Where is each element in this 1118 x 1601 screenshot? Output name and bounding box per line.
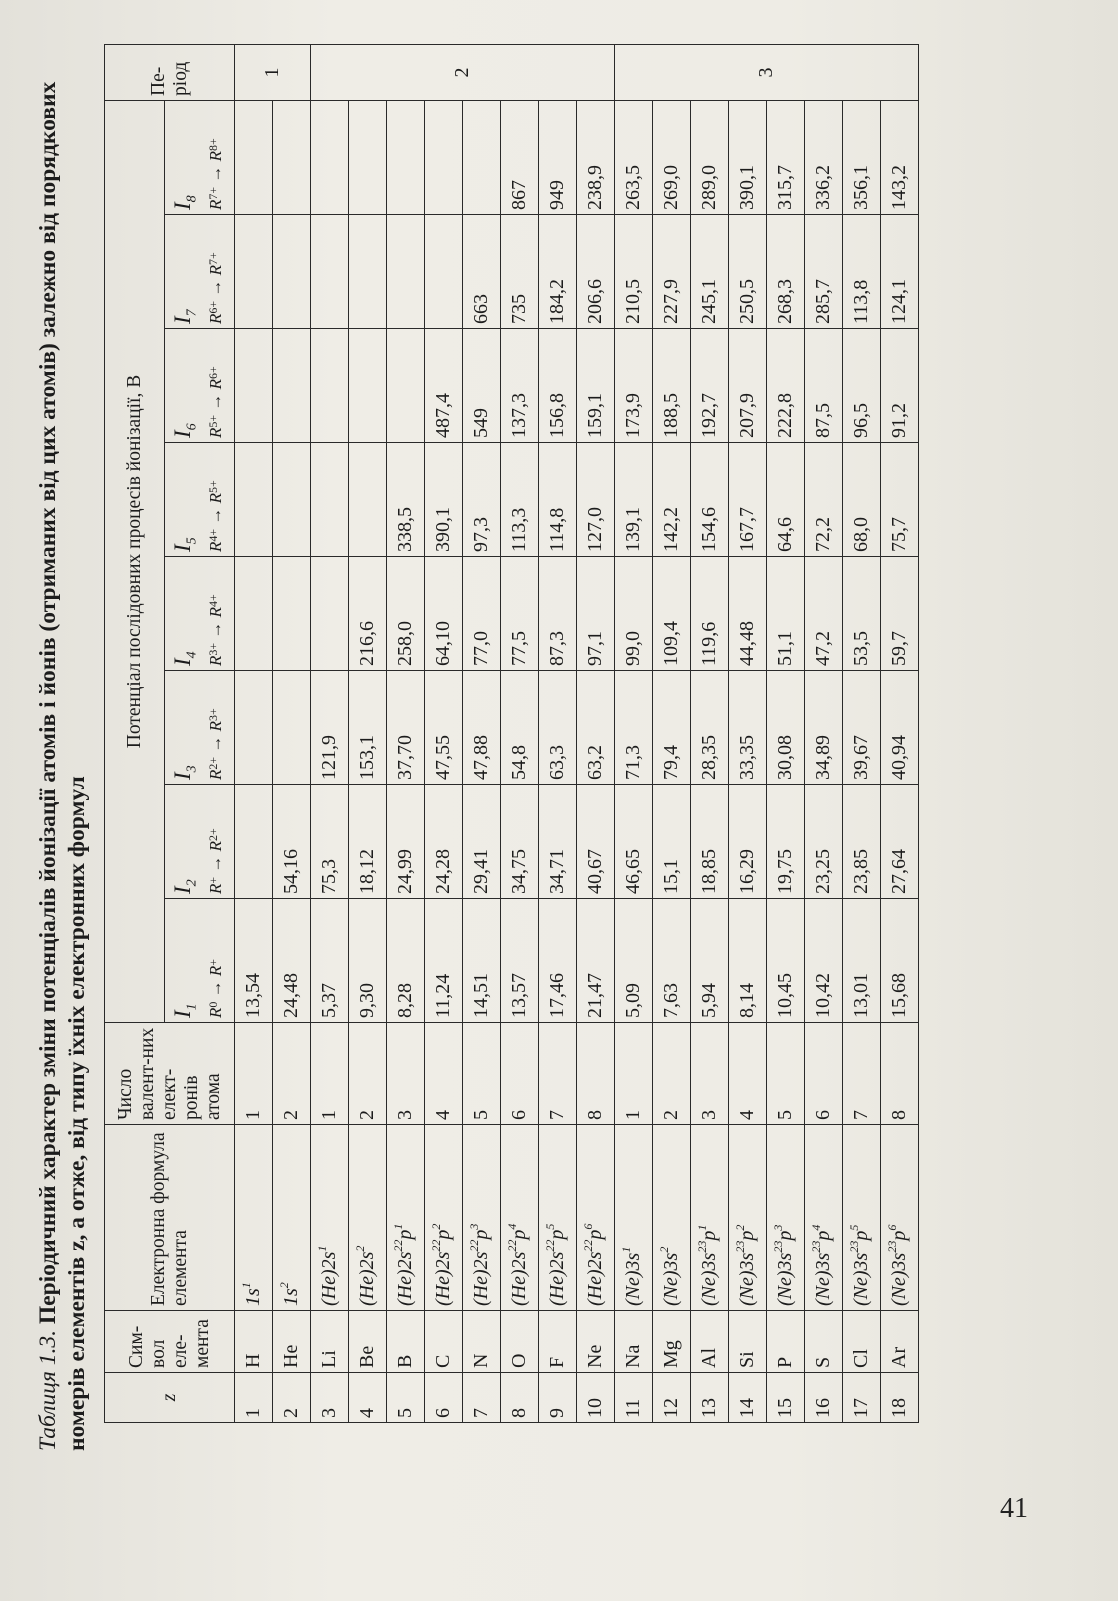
cell-z: 8 (501, 1373, 539, 1423)
formula-core: (He) (432, 1269, 454, 1306)
formula-core: (He) (394, 1269, 416, 1306)
cell-i2: 18,12 (349, 785, 387, 899)
cell-i4: 59,7 (881, 557, 919, 671)
cell-formula (273, 1125, 311, 1311)
cell-i2: 40,67 (577, 785, 615, 899)
table-row (387, 44, 425, 1422)
header-formula: Електронна формула елемента (105, 1125, 235, 1311)
table-row (691, 44, 729, 1422)
table-row (577, 44, 615, 1422)
cell-symbol: P (767, 1311, 805, 1373)
cell-z: 1 (235, 1373, 273, 1423)
cell-i6: 91,2 (881, 329, 919, 443)
formula-config: $3s^1$ (619, 1246, 644, 1271)
formula-config: $3s^{23}p^6$ (885, 1224, 910, 1271)
cell-valence: 3 (387, 1023, 425, 1125)
cell-i7: 210,5 (615, 215, 653, 329)
cell-i6: 87,5 (805, 329, 843, 443)
cell-i7: 124,1 (881, 215, 919, 329)
cell-valence: 7 (843, 1023, 881, 1125)
formula-core: (Ne) (736, 1270, 758, 1306)
cell-i8: 269,0 (653, 100, 691, 214)
formula-core: (He) (584, 1269, 606, 1306)
cell-i1: 17,46 (539, 899, 577, 1023)
cell-i4 (273, 557, 311, 671)
cell-i3: 54,8 (501, 671, 539, 785)
cell-symbol: Ar (881, 1311, 919, 1373)
cell-i2: 34,71 (539, 785, 577, 899)
cell-i4: 53,5 (843, 557, 881, 671)
cell-valence: 8 (577, 1023, 615, 1125)
cell-i8: 867 (501, 100, 539, 214)
cell-i4: 97,1 (577, 557, 615, 671)
cell-i7: 663 (463, 215, 501, 329)
cell-i6 (349, 329, 387, 443)
cell-i3: 47,55 (425, 671, 463, 785)
cell-i4 (311, 557, 349, 671)
cell-i6: 173,9 (615, 329, 653, 443)
cell-i4: 119,6 (691, 557, 729, 671)
formula-config: $3s^{23}p^1$ (695, 1224, 720, 1271)
formula-core: (Ne) (888, 1270, 910, 1306)
header-i8: $I_8$ $R^{7+} \to R^{8+}$ (165, 100, 235, 214)
cell-i7 (387, 215, 425, 329)
cell-i3 (235, 671, 273, 785)
cell-i5: 75,7 (881, 443, 919, 557)
header-potential-group: Потенціал послідовних процесів йонізації, В (105, 100, 165, 1022)
cell-i2: 46,65 (615, 785, 653, 899)
table-caption (34, 61, 92, 1451)
cell-valence: 1 (235, 1023, 273, 1125)
cell-i3: 28,35 (691, 671, 729, 785)
cell-i8: 143,2 (881, 100, 919, 214)
cell-i8 (425, 100, 463, 214)
cell-i5: 72,2 (805, 443, 843, 557)
cell-i7: 113,8 (843, 215, 881, 329)
cell-symbol: Mg (653, 1311, 691, 1373)
cell-i2: 29,41 (463, 785, 501, 899)
cell-i5: 127,0 (577, 443, 615, 557)
cell-i4: 216,6 (349, 557, 387, 671)
formula-core: (He) (470, 1269, 492, 1306)
cell-valence: 1 (615, 1023, 653, 1125)
formula-core: (Ne) (850, 1270, 872, 1306)
cell-valence: 1 (311, 1023, 349, 1125)
formula-config: $2s^{22}p^5$ (543, 1223, 568, 1270)
cell-i1: 8,14 (729, 899, 767, 1023)
cell-i7: 227,9 (653, 215, 691, 329)
cell-valence: 3 (691, 1023, 729, 1125)
cell-symbol: Al (691, 1311, 729, 1373)
cell-i1: 5,09 (615, 899, 653, 1023)
caption-text: Періодичний характер зміни потенціалів йонізації атомів і йонів (отриманих від цих атомів) залежно від порядкових номерів елементів z, а отже, від типу їхніх електронних формул (35, 81, 90, 1451)
cell-formula (349, 1125, 387, 1311)
cell-formula (615, 1125, 653, 1311)
cell-z: 2 (273, 1373, 311, 1423)
cell-i3: 47,88 (463, 671, 501, 785)
cell-i3: 121,9 (311, 671, 349, 785)
table-row (615, 44, 653, 1422)
cell-i1: 9,30 (349, 899, 387, 1023)
cell-z: 14 (729, 1373, 767, 1423)
cell-formula (729, 1125, 767, 1311)
table-row (805, 44, 843, 1422)
cell-symbol: Si (729, 1311, 767, 1373)
cell-symbol: Li (311, 1311, 349, 1373)
cell-z: 18 (881, 1373, 919, 1423)
cell-i7: 245,1 (691, 215, 729, 329)
cell-z: 13 (691, 1373, 729, 1423)
cell-formula (387, 1125, 425, 1311)
header-i5: $I_5$ $R^{4+} \to R^{5+}$ (165, 443, 235, 557)
cell-i8: 356,1 (843, 100, 881, 214)
cell-z: 16 (805, 1373, 843, 1423)
formula-config: $2s^{22}p^1$ (391, 1223, 416, 1270)
cell-i8: 315,7 (767, 100, 805, 214)
table-row (767, 44, 805, 1422)
cell-symbol: S (805, 1311, 843, 1373)
cell-i7 (349, 215, 387, 329)
formula-config: $1s^1$ (239, 1282, 264, 1306)
cell-formula (539, 1125, 577, 1311)
table-row (273, 44, 311, 1422)
cell-i1: 21,47 (577, 899, 615, 1023)
formula-core: (He) (546, 1269, 568, 1306)
page-number: 41 (1000, 1493, 1028, 1524)
cell-i5: 338,5 (387, 443, 425, 557)
formula-config: $2s^{22}p^6$ (581, 1223, 606, 1270)
table-row (463, 44, 501, 1422)
cell-i5: 167,7 (729, 443, 767, 557)
cell-symbol: Cl (843, 1311, 881, 1373)
cell-formula (577, 1125, 615, 1311)
cell-i7 (311, 215, 349, 329)
cell-i5: 154,6 (691, 443, 729, 557)
cell-i5 (235, 443, 273, 557)
cell-i8: 289,0 (691, 100, 729, 214)
cell-symbol: He (273, 1311, 311, 1373)
cell-z: 17 (843, 1373, 881, 1423)
cell-z: 9 (539, 1373, 577, 1423)
cell-period: 1 (235, 44, 311, 100)
cell-z: 15 (767, 1373, 805, 1423)
formula-config: $2s^{22}p^3$ (467, 1223, 492, 1270)
cell-formula (235, 1125, 273, 1311)
cell-symbol: H (235, 1311, 273, 1373)
cell-i3: 63,2 (577, 671, 615, 785)
formula-config: $2s^{22}p^2$ (429, 1223, 454, 1270)
cell-i4: 258,0 (387, 557, 425, 671)
cell-valence: 2 (349, 1023, 387, 1125)
header-valence: Число валент-них елект-ронів атома (105, 1023, 235, 1125)
formula-core: (Ne) (660, 1270, 682, 1306)
cell-i1: 7,63 (653, 899, 691, 1023)
cell-i3: 63,3 (539, 671, 577, 785)
cell-i8 (235, 100, 273, 214)
cell-i1: 14,51 (463, 899, 501, 1023)
header-z: z (105, 1373, 235, 1423)
cell-i1: 24,48 (273, 899, 311, 1023)
cell-i8 (387, 100, 425, 214)
cell-i5: 64,6 (767, 443, 805, 557)
cell-i4: 77,0 (463, 557, 501, 671)
cell-i4: 99,0 (615, 557, 653, 671)
cell-i5: 113,3 (501, 443, 539, 557)
cell-i7 (273, 215, 311, 329)
cell-z: 11 (615, 1373, 653, 1423)
cell-z: 5 (387, 1373, 425, 1423)
cell-i1: 11,24 (425, 899, 463, 1023)
cell-i5: 97,3 (463, 443, 501, 557)
cell-i1: 13,57 (501, 899, 539, 1023)
cell-symbol: B (387, 1311, 425, 1373)
cell-valence: 5 (463, 1023, 501, 1125)
cell-period: 3 (615, 44, 919, 100)
cell-valence: 2 (273, 1023, 311, 1125)
header-i1: $I_1$ $R^0 \to R^+$ (165, 899, 235, 1023)
cell-i6: 137,3 (501, 329, 539, 443)
cell-i5 (311, 443, 349, 557)
cell-formula (767, 1125, 805, 1311)
cell-i6: 487,4 (425, 329, 463, 443)
header-i4: $I_4$ $R^{3+} \to R^{4+}$ (165, 557, 235, 671)
cell-i6 (235, 329, 273, 443)
cell-i1: 10,45 (767, 899, 805, 1023)
cell-i2: 75,3 (311, 785, 349, 899)
cell-i6: 96,5 (843, 329, 881, 443)
cell-i5 (349, 443, 387, 557)
formula-core: (He) (508, 1269, 530, 1306)
table-row (235, 44, 273, 1422)
cell-i3: 79,4 (653, 671, 691, 785)
cell-i2: 19,75 (767, 785, 805, 899)
cell-i1: 15,68 (881, 899, 919, 1023)
table-row (501, 44, 539, 1422)
cell-i2: 18,85 (691, 785, 729, 899)
cell-valence: 5 (767, 1023, 805, 1125)
cell-i8 (349, 100, 387, 214)
cell-valence: 4 (425, 1023, 463, 1125)
header-i7: $I_7$ $R^{6+} \to R^{7+}$ (165, 215, 235, 329)
cell-symbol: O (501, 1311, 539, 1373)
cell-i2: 27,64 (881, 785, 919, 899)
cell-i6 (273, 329, 311, 443)
cell-i7 (425, 215, 463, 329)
cell-i2: 24,99 (387, 785, 425, 899)
cell-i2: 16,29 (729, 785, 767, 899)
cell-i4: 44,48 (729, 557, 767, 671)
cell-i8 (311, 100, 349, 214)
cell-i4: 51,1 (767, 557, 805, 671)
table-body (235, 44, 919, 1422)
caption-label: Таблиця 1.3. (35, 1330, 61, 1451)
cell-valence: 6 (501, 1023, 539, 1125)
cell-i2: 15,1 (653, 785, 691, 899)
formula-config: $1s^2$ (277, 1282, 302, 1306)
formula-config: $3s^{23}p^3$ (771, 1224, 796, 1271)
cell-z: 7 (463, 1373, 501, 1423)
cell-i1: 10,42 (805, 899, 843, 1023)
cell-z: 10 (577, 1373, 615, 1423)
cell-i5 (273, 443, 311, 557)
cell-symbol: Na (615, 1311, 653, 1373)
cell-i3: 37,70 (387, 671, 425, 785)
cell-i3: 39,67 (843, 671, 881, 785)
cell-symbol: F (539, 1311, 577, 1373)
cell-valence: 7 (539, 1023, 577, 1125)
formula-config: $2s^2$ (353, 1245, 378, 1270)
cell-i2 (235, 785, 273, 899)
cell-formula (653, 1125, 691, 1311)
table-row (311, 44, 349, 1422)
cell-valence: 8 (881, 1023, 919, 1125)
cell-i3: 34,89 (805, 671, 843, 785)
table-row (843, 44, 881, 1422)
cell-i2: 23,25 (805, 785, 843, 899)
table-row (349, 44, 387, 1422)
cell-i8: 336,2 (805, 100, 843, 214)
formula-core: (Ne) (774, 1270, 796, 1306)
cell-i8: 238,9 (577, 100, 615, 214)
cell-i6: 207,9 (729, 329, 767, 443)
cell-formula (805, 1125, 843, 1311)
cell-i3: 30,08 (767, 671, 805, 785)
cell-period: 2 (311, 44, 615, 100)
cell-i5: 68,0 (843, 443, 881, 557)
cell-i6 (387, 329, 425, 443)
cell-valence: 4 (729, 1023, 767, 1125)
cell-i1: 13,01 (843, 899, 881, 1023)
header-i2: $I_2$ $R^+ \to R^{2+}$ (165, 785, 235, 899)
cell-i7: 285,7 (805, 215, 843, 329)
cell-i4: 109,4 (653, 557, 691, 671)
cell-i7 (235, 215, 273, 329)
cell-i7: 268,3 (767, 215, 805, 329)
cell-i3: 71,3 (615, 671, 653, 785)
cell-i5: 114,8 (539, 443, 577, 557)
cell-i2: 34,75 (501, 785, 539, 899)
cell-i6: 188,5 (653, 329, 691, 443)
cell-i7: 184,2 (539, 215, 577, 329)
formula-config: $2s^1$ (315, 1245, 340, 1270)
table-row (653, 44, 691, 1422)
cell-i4: 77,5 (501, 557, 539, 671)
cell-formula (843, 1125, 881, 1311)
formula-config: $3s^{23}p^2$ (733, 1224, 758, 1271)
cell-i5: 390,1 (425, 443, 463, 557)
header-symbol: Сим-вол еле-мента (105, 1311, 235, 1373)
cell-z: 4 (349, 1373, 387, 1423)
cell-i1: 13,54 (235, 899, 273, 1023)
cell-i2: 54,16 (273, 785, 311, 899)
cell-i4: 87,3 (539, 557, 577, 671)
cell-symbol: Be (349, 1311, 387, 1373)
ionization-table (104, 44, 919, 1423)
cell-z: 6 (425, 1373, 463, 1423)
formula-core: (He) (356, 1269, 378, 1306)
cell-i8 (273, 100, 311, 214)
table-row (539, 44, 577, 1422)
cell-i4 (235, 557, 273, 671)
header-i6: $I_6$ $R^{5+} \to R^{6+}$ (165, 329, 235, 443)
formula-core: (Ne) (698, 1270, 720, 1306)
cell-z: 12 (653, 1373, 691, 1423)
table-row (729, 44, 767, 1422)
formula-core: (Ne) (812, 1270, 834, 1306)
formula-core: (He) (318, 1269, 340, 1306)
cell-i3: 153,1 (349, 671, 387, 785)
cell-i5: 142,2 (653, 443, 691, 557)
formula-config: $2s^{22}p^4$ (505, 1223, 530, 1270)
cell-valence: 2 (653, 1023, 691, 1125)
header-i3: $I_3$ $R^{2+} \to R^{3+}$ (165, 671, 235, 785)
cell-i8: 263,5 (615, 100, 653, 214)
cell-symbol: Ne (577, 1311, 615, 1373)
cell-i7: 250,5 (729, 215, 767, 329)
cell-i2: 23,85 (843, 785, 881, 899)
cell-i4: 64,10 (425, 557, 463, 671)
cell-symbol: N (463, 1311, 501, 1373)
cell-i6: 549 (463, 329, 501, 443)
cell-i6: 159,1 (577, 329, 615, 443)
cell-i3 (273, 671, 311, 785)
cell-i8: 390,1 (729, 100, 767, 214)
formula-config: $3s^{23}p^4$ (809, 1224, 834, 1271)
table-row (425, 44, 463, 1422)
cell-formula (881, 1125, 919, 1311)
cell-i7: 206,6 (577, 215, 615, 329)
cell-formula (463, 1125, 501, 1311)
cell-i2: 24,28 (425, 785, 463, 899)
cell-i4: 47,2 (805, 557, 843, 671)
cell-i8: 949 (539, 100, 577, 214)
cell-z: 3 (311, 1373, 349, 1423)
formula-config: $3s^2$ (657, 1246, 682, 1271)
cell-i7: 735 (501, 215, 539, 329)
header-period: Пе-ріод (105, 44, 235, 100)
cell-i3: 40,94 (881, 671, 919, 785)
table-row (881, 44, 919, 1422)
cell-i1: 5,94 (691, 899, 729, 1023)
formula-config: $3s^{23}p^5$ (847, 1224, 872, 1271)
cell-formula (691, 1125, 729, 1311)
cell-valence: 6 (805, 1023, 843, 1125)
cell-i6: 222,8 (767, 329, 805, 443)
cell-formula (311, 1125, 349, 1311)
cell-i8 (463, 100, 501, 214)
cell-i6: 156,8 (539, 329, 577, 443)
cell-i6: 192,7 (691, 329, 729, 443)
cell-i1: 5,37 (311, 899, 349, 1023)
cell-formula (501, 1125, 539, 1311)
cell-i1: 8,28 (387, 899, 425, 1023)
cell-i6 (311, 329, 349, 443)
cell-formula (425, 1125, 463, 1311)
formula-core: (Ne) (622, 1270, 644, 1306)
cell-symbol: C (425, 1311, 463, 1373)
cell-i3: 33,35 (729, 671, 767, 785)
cell-i5: 139,1 (615, 443, 653, 557)
